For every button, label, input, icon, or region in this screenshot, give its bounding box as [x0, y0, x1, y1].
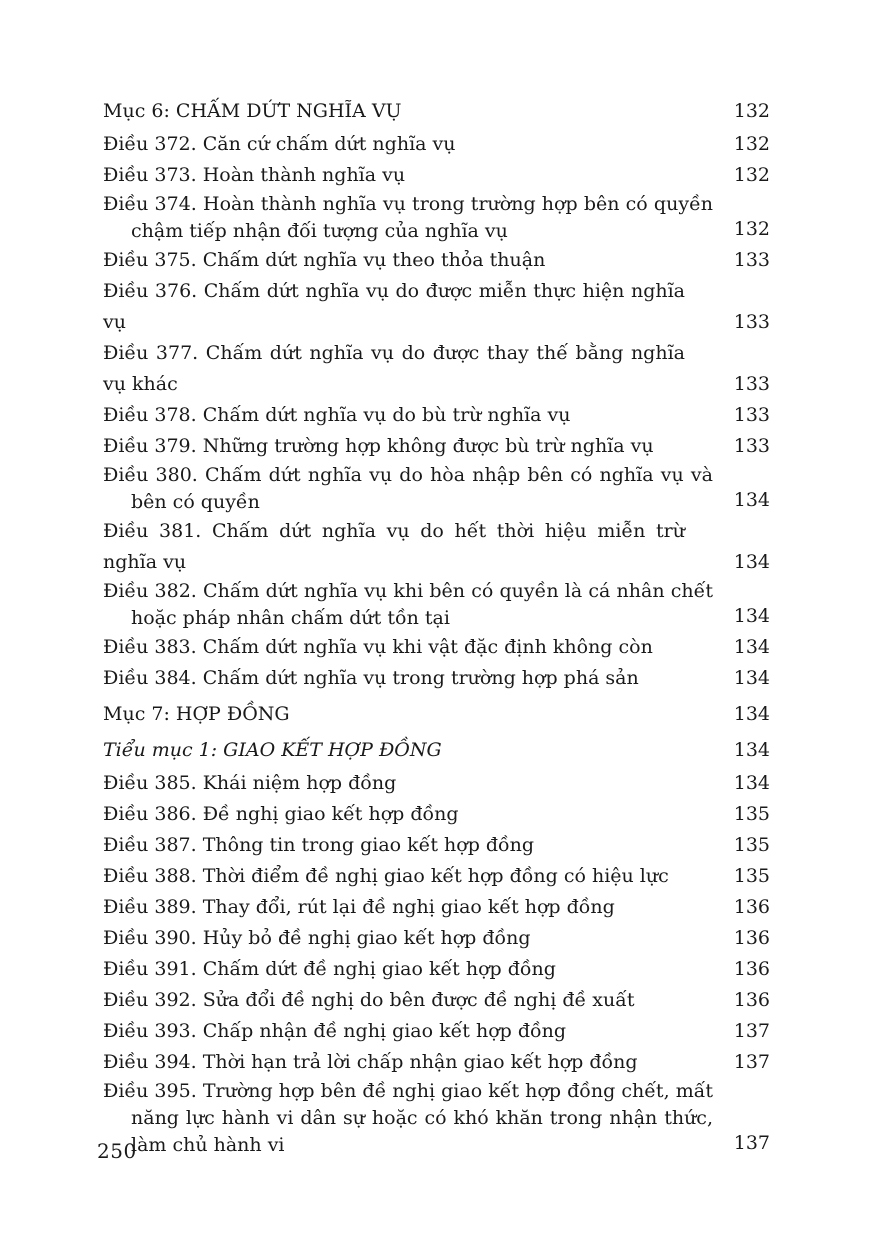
toc-entry-page: 137 — [733, 1020, 770, 1042]
toc-entry — [103, 338, 770, 400]
toc-entry-page: 133 — [733, 373, 770, 395]
toc-entry-page: 136 — [733, 989, 770, 1011]
toc-entry-title: Điều 376. Chấm dứt nghĩa vụ do được miễn thực hiện nghĩa vụ — [103, 280, 685, 333]
toc-entry — [103, 861, 770, 892]
toc-entry-title: Điều 388. Thời điểm đề nghị giao kết hợp đồng có hiệu lực — [103, 865, 669, 887]
toc-entry-title: Điều 391. Chấm dứt đề nghị giao kết hợp đồng — [103, 958, 556, 980]
toc-entry — [103, 799, 770, 830]
toc-entry-page: 135 — [733, 865, 770, 887]
toc-entry — [103, 954, 770, 985]
toc-entry-title: Điều 383. Chấm dứt nghĩa vụ khi vật đặc định không còn — [103, 636, 653, 658]
toc-entry — [103, 632, 770, 663]
toc-entry-title: Điều 375. Chấm dứt nghĩa vụ theo thỏa thuận — [103, 249, 546, 271]
toc-entry-title: Điều 372. Căn cứ chấm dứt nghĩa vụ — [103, 133, 456, 155]
toc-entry-page: 135 — [733, 803, 770, 825]
toc-entry-page: 134 — [733, 667, 770, 689]
toc-entry — [103, 578, 770, 632]
toc-entry-page: 132 — [733, 164, 770, 186]
toc-entry-title: Điều 394. Thời hạn trả lời chấp nhận giao kết hợp đồng — [103, 1051, 638, 1073]
toc-entry — [103, 663, 770, 694]
toc-entry — [103, 276, 770, 338]
toc-entry — [103, 1078, 770, 1159]
toc-entry-page: 134 — [733, 551, 770, 573]
toc-entry-title: Điều 387. Thông tin trong giao kết hợp đồng — [103, 834, 535, 856]
toc-entry — [103, 985, 770, 1016]
toc-entry-title: Điều 380. Chấm dứt nghĩa vụ do hòa nhập bên có nghĩa vụ và bên có quyền — [103, 464, 713, 513]
toc-entry — [103, 245, 770, 276]
toc-entry — [103, 516, 770, 578]
toc-entry — [103, 400, 770, 431]
toc-entry-title: Điều 374. Hoàn thành nghĩa vụ trong trường hợp bên có quyền chậm tiếp nhận đối tượng của nghĩa vụ — [103, 193, 713, 242]
toc-entry-page: 134 — [733, 772, 770, 794]
toc-entry-title: Điều 384. Chấm dứt nghĩa vụ trong trường hợp phá sản — [103, 667, 639, 689]
toc-entry — [103, 892, 770, 923]
toc-entry-title: Điều 393. Chấp nhận đề nghị giao kết hợp đồng — [103, 1020, 567, 1042]
toc-entry-title: Điều 382. Chấm dứt nghĩa vụ khi bên có quyền là cá nhân chết hoặc pháp nhân chấm dứt tồn tại — [103, 580, 713, 629]
toc-entry — [103, 431, 770, 462]
toc-entry-page: 136 — [733, 958, 770, 980]
toc-entry-title: Điều 392. Sửa đổi đề nghị do bên được đề nghị đề xuất — [103, 989, 635, 1011]
toc-entry-page: 136 — [733, 896, 770, 918]
toc-entry-page: 132 — [733, 133, 770, 155]
toc-entry-page: 134 — [733, 636, 770, 658]
toc-entry-title: Mục 6: CHẤM DỨT NGHĨA VỤ — [103, 100, 402, 122]
toc-entry-title: Điều 389. Thay đổi, rút lại đề nghị giao kết hợp đồng — [103, 896, 615, 918]
toc-entry — [103, 462, 770, 516]
toc-entry-title: Điều 385. Khái niệm hợp đồng — [103, 772, 397, 794]
toc-entry — [103, 129, 770, 160]
toc-entry-title: Điều 379. Những trường hợp không được bù trừ nghĩa vụ — [103, 435, 654, 457]
toc-entry-title: Tiểu mục 1: GIAO KẾT HỢP ĐỒNG — [103, 739, 442, 761]
toc-entry-title: Điều 386. Đề nghị giao kết hợp đồng — [103, 803, 459, 825]
toc-entry-title: Điều 377. Chấm dứt nghĩa vụ do được thay thế bằng nghĩa vụ khác — [103, 342, 685, 395]
toc-entry-title: Điều 378. Chấm dứt nghĩa vụ do bù trừ nghĩa vụ — [103, 404, 571, 426]
toc-entry — [103, 191, 770, 245]
toc-entry-page: 134 — [733, 703, 770, 725]
toc-entry-page: 133 — [733, 404, 770, 426]
toc-section-muc-6 — [103, 96, 770, 127]
toc-entry-page: 132 — [733, 100, 770, 122]
toc-section-muc-7 — [103, 699, 770, 730]
toc-entry-page: 132 — [733, 218, 770, 240]
toc-subsection-tieu-muc-1 — [103, 735, 770, 766]
toc-entry-page: 134 — [733, 739, 770, 761]
toc-entry-title: Điều 381. Chấm dứt nghĩa vụ do hết thời hiệu miễn trừ nghĩa vụ — [103, 520, 685, 573]
toc-entry — [103, 768, 770, 799]
toc-entry-page: 134 — [733, 605, 770, 627]
toc-entry-page: 133 — [733, 311, 770, 333]
toc-entry-page: 136 — [733, 927, 770, 949]
toc-entry-title: Điều 390. Hủy bỏ đề nghị giao kết hợp đồng — [103, 927, 531, 949]
toc-entry-page: 135 — [733, 834, 770, 856]
toc-entry-page: 133 — [733, 435, 770, 457]
toc-entry-page: 134 — [733, 489, 770, 511]
toc-entry-title: Điều 395. Trường hợp bên đề nghị giao kết hợp đồng chết, mất năng lực hành vi dân sự hoặc có khó khăn trong nhận thức, làm chủ hành vi — [103, 1080, 713, 1156]
toc-entry — [103, 1016, 770, 1047]
toc-entry-page: 137 — [733, 1132, 770, 1154]
toc-entry — [103, 830, 770, 861]
toc-entry-title: Điều 373. Hoàn thành nghĩa vụ — [103, 164, 406, 186]
toc-entry-page: 137 — [733, 1051, 770, 1073]
toc-entry-title: Mục 7: HỢP ĐỒNG — [103, 703, 290, 725]
page-number: 250 — [97, 1139, 137, 1163]
toc-entry — [103, 923, 770, 954]
table-of-contents — [103, 96, 770, 1159]
toc-entry — [103, 1047, 770, 1078]
toc-entry-page: 133 — [733, 249, 770, 271]
toc-entry — [103, 160, 770, 191]
